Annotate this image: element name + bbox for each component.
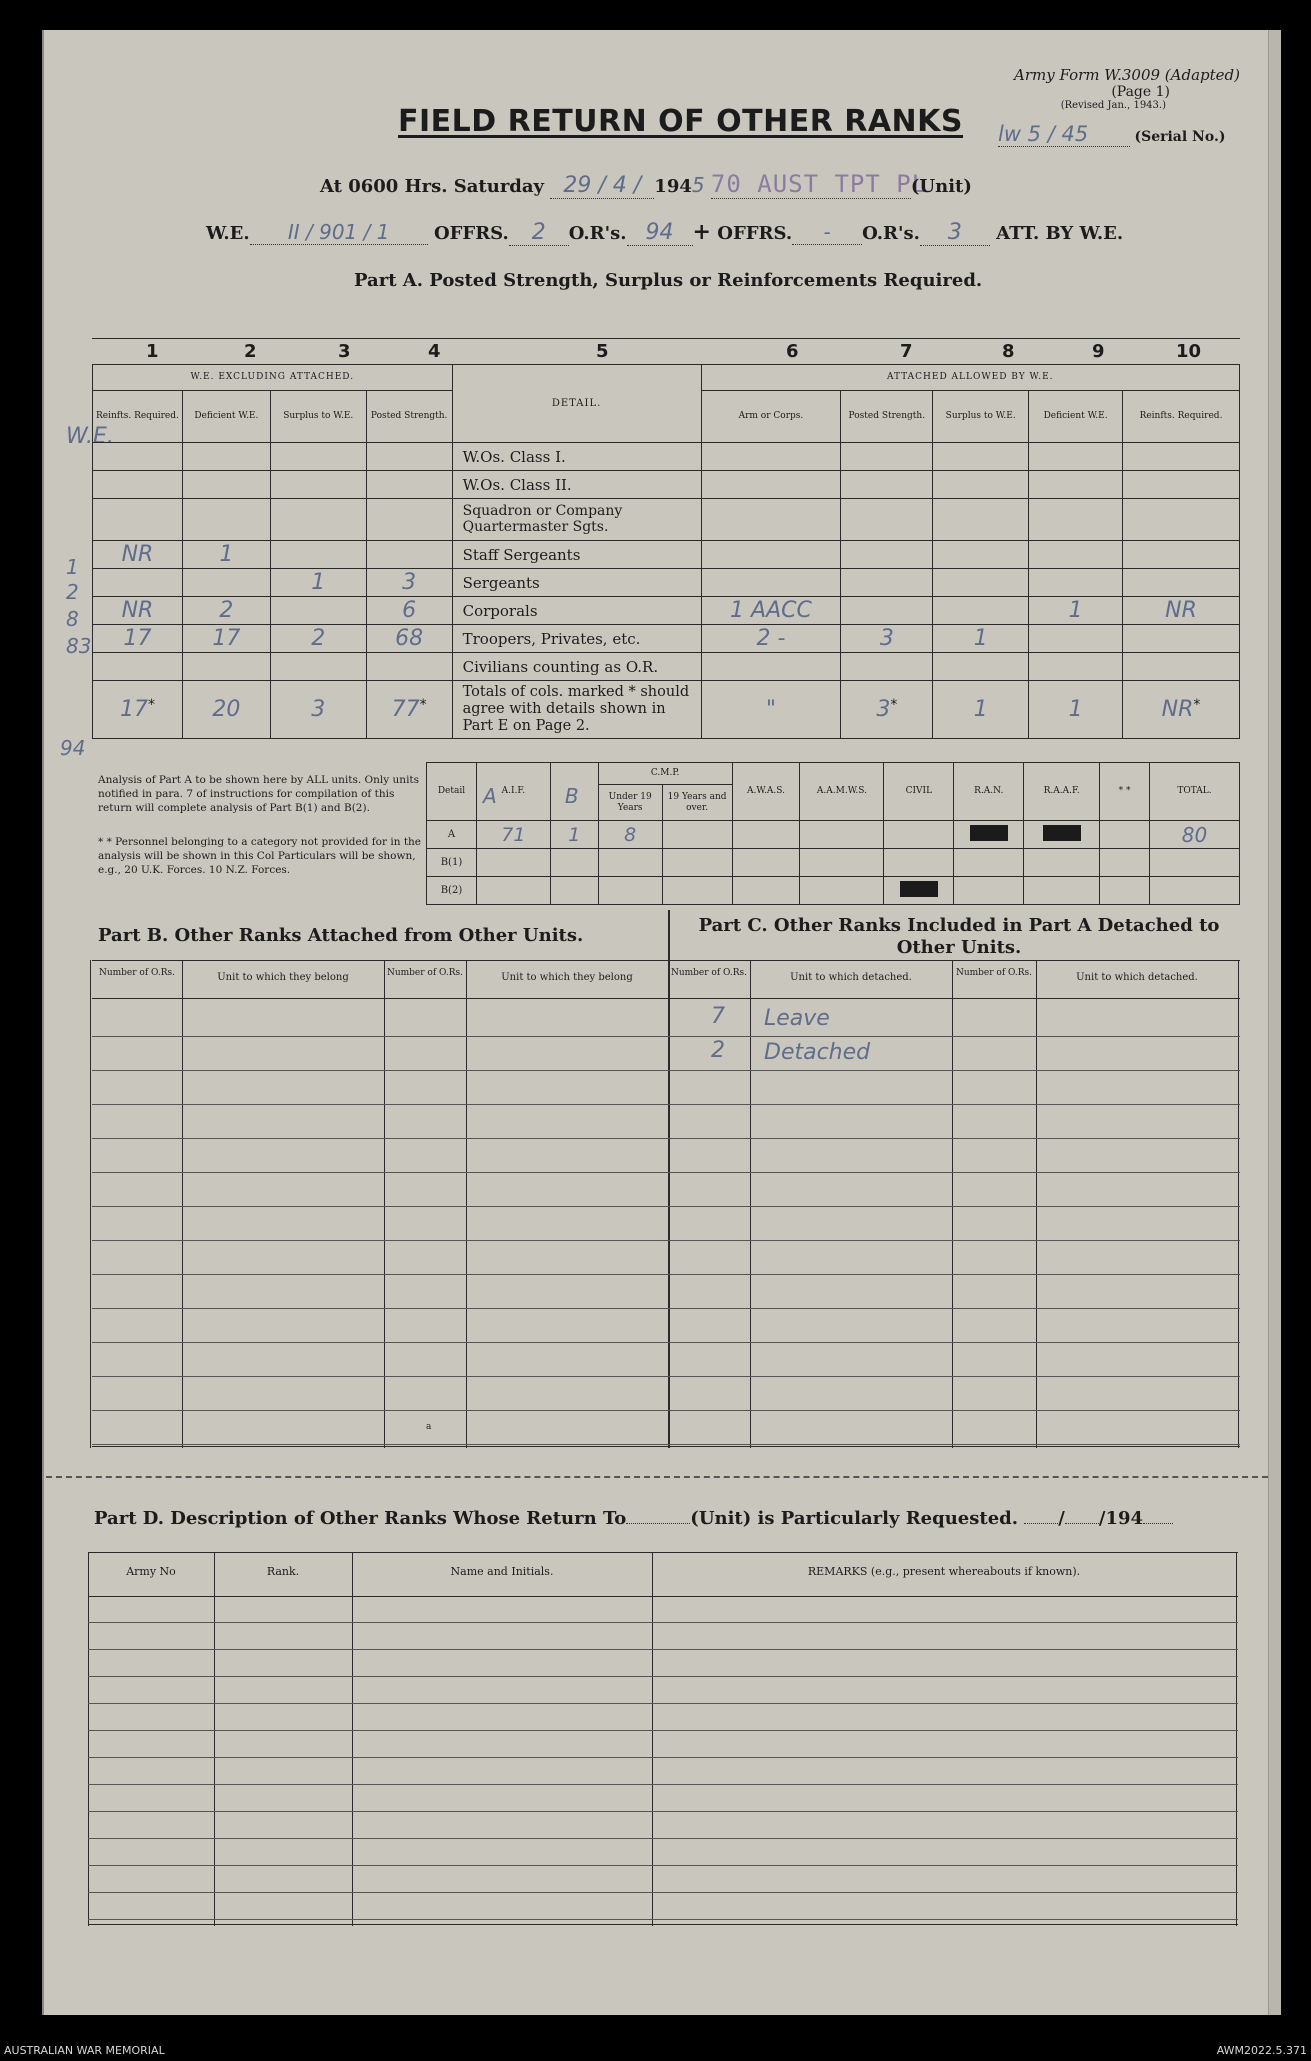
total-c7 [841,681,933,739]
cell-c10 [1123,653,1240,681]
part-b-header: Number of O.Rs. [98,968,176,978]
ors-label: O.R's. [568,223,627,244]
margin-number: 1 [66,555,79,579]
total-value: 3 [311,697,326,722]
small-mark: a [426,1422,432,1432]
total-c2 [182,681,270,739]
table-bottom-rule [92,1446,1240,1447]
cell-c7 [841,569,933,597]
part-c-header: Number of O.Rs. [670,968,748,978]
header-rule [88,1596,1238,1597]
part-a-title: Part A. Posted Strength, Surplus or Reinforcements Required. [354,270,983,291]
awas-a [732,821,800,849]
cell-c6 [701,499,841,541]
unit-label: (Unit) [910,176,972,197]
ruled-line [88,1757,1238,1758]
offrs-value: 2 [509,220,569,246]
ruled-line [92,1308,1240,1309]
part-a-row [93,653,1240,681]
cell-c4 [366,499,452,541]
cell-c4: 6 [366,597,452,625]
col-number: 3 [338,341,351,362]
serial-block [998,122,1238,147]
col-header: Surplus to W.E. [270,391,366,443]
totals-detail: Totals of cols. marked * should agree with details shown in Part E on Page 2. [452,681,701,739]
vline [652,1552,653,1926]
total-value: " [765,697,776,722]
vline [466,960,467,1448]
star-mark: * [419,697,427,713]
cell-c8 [933,569,1029,597]
cell-c7 [841,443,933,471]
part-b-header: Unit to which they belong [501,972,633,983]
ruled-line [88,1811,1238,1812]
total-c9 [1029,681,1123,739]
ruled-line [88,1703,1238,1704]
footer-left: AUSTRALIAN WAR MEMORIAL [4,2044,165,2057]
part-a-table [92,364,1240,739]
total-c3 [270,681,366,739]
row-detail: Corporals [452,597,701,625]
col-header: Posted Strength. [366,391,452,443]
page-edge [1268,30,1281,2015]
cell-c2 [182,499,270,541]
cell-c1 [93,471,183,499]
cell-c3 [270,443,366,471]
perforation-line [46,1476,1268,1478]
civil-a [884,821,954,849]
ruled-line [88,1649,1238,1650]
ruled-line [92,1444,1240,1445]
cell-c7 [841,499,933,541]
ruled-line [88,1784,1238,1785]
cell-c9 [1029,443,1123,471]
cell-c6 [701,541,841,569]
cell-c1: 17 [93,625,183,653]
cell-c2: 1 [182,541,270,569]
ruled-line [92,1206,1240,1207]
ors2-value: 3 [920,220,990,246]
cmp-under-a: 8 [598,821,662,849]
star-mark: * [1193,697,1201,713]
cell-c3: 2 [270,625,366,653]
date-line [320,170,972,199]
margin-number: 83 [66,634,92,658]
part-c-number: 7 [711,1004,725,1029]
cell-c10 [1123,625,1240,653]
col-header: Arm or Corps. [701,391,841,443]
part-c-unit: Leave [764,1006,830,1031]
row-detail: Staff Sergeants [452,541,701,569]
part-d-title-mid: (Unit) is Particularly Requested. [690,1508,1019,1529]
star-mark: * [147,697,155,713]
date-value: 29 / 4 / [550,173,654,199]
col-header: Posted Strength. [841,391,933,443]
ruled-line [92,1376,1240,1377]
vline [1036,960,1037,1448]
year-prefix: 194 [654,176,692,197]
cell-c3 [270,471,366,499]
table-top-rule [92,960,1240,961]
cell-c6 [701,443,841,471]
part-bc-table [92,960,1240,1448]
cell-c8 [933,443,1029,471]
hand-b: B [564,784,579,808]
vline [1238,960,1239,1448]
total-c8 [933,681,1029,739]
redaction-block [1043,825,1081,841]
attached-group-header: ATTACHED ALLOWED BY W.E. [701,365,1239,391]
total-value: 1 [973,697,988,722]
vline [952,960,953,1448]
part-a-row [93,597,1240,625]
plus-sign: + [692,219,711,245]
cell-c3 [270,653,366,681]
aamws-header: A.A.M.W.S. [800,763,884,821]
table-top-rule [88,1552,1238,1553]
vline [352,1552,353,1926]
aif-a: 71 [476,821,550,849]
cell-c6 [701,569,841,597]
table-bottom-rule [88,1924,1238,1925]
ruled-line [92,1138,1240,1139]
ruled-line [92,1342,1240,1343]
cell-c4 [366,653,452,681]
ruled-line [88,1622,1238,1623]
cell-c9 [1029,499,1123,541]
ran-header: R.A.N. [954,763,1024,821]
cell-c2 [182,471,270,499]
civil-b2 [884,877,954,905]
cell-c8 [933,653,1029,681]
aif-header [476,763,550,821]
cell-c2: 2 [182,597,270,625]
offrs2-label: OFFRS. [717,223,793,244]
total-value: 1 [1068,697,1083,722]
cell-c9 [1029,471,1123,499]
cell-c1 [93,653,183,681]
ran-a [954,821,1024,849]
part-c-number: 2 [711,1038,725,1063]
col-header: Reinfts. Required. [1123,391,1240,443]
total-header: TOTAL. [1150,763,1240,821]
col-number: 6 [786,341,799,362]
cell-c2 [182,443,270,471]
cell-c3: 1 [270,569,366,597]
cell-c7 [841,471,933,499]
total-c4 [366,681,452,739]
col-header: Deficient W.E. [182,391,270,443]
ruled-line [88,1676,1238,1677]
cell-c3 [270,499,366,541]
cell-c3 [270,597,366,625]
cell-c4 [366,471,452,499]
cell-c9 [1029,653,1123,681]
ruled-line [88,1730,1238,1731]
cell-c1 [93,443,183,471]
part-a-row [93,541,1240,569]
month-blank [1065,1523,1099,1524]
cell-c9: 1 [1029,597,1123,625]
blank-a: 1 [550,821,598,849]
total-c10 [1123,681,1240,739]
att-label: ATT. BY W.E. [996,223,1124,244]
cell-c2 [182,569,270,597]
margin-number: 8 [66,607,79,631]
aif-label: A.I.F. [501,786,526,797]
offrs2-value: - [792,220,862,245]
raaf-header: R.A.A.F. [1024,763,1100,821]
col-number: 8 [1002,341,1015,362]
we-group-header: W.E. EXCLUDING ATTACHED. [93,365,453,391]
total-value: 77 [391,697,420,722]
cell-c1: NR [93,541,183,569]
vline [750,960,751,1448]
analysis-table [426,762,1240,905]
total-value: 3 [876,697,891,722]
col-number: 10 [1176,341,1202,362]
part-c-title: Part C. Other Ranks Included in Part A Detached to Other Units. [698,915,1220,958]
row-detail: Civilians counting as O.R. [452,653,701,681]
total-c6 [701,681,841,739]
total-c1 [93,681,183,739]
part-a-row [93,471,1240,499]
part-d-slash: / [1058,1508,1065,1529]
cell-c7: 3 [841,625,933,653]
col-number: 9 [1092,341,1105,362]
cell-c6: 2 - [701,625,841,653]
ors-value: 94 [627,220,693,246]
part-divider [668,910,670,1448]
cell-c4: 3 [366,569,452,597]
other-header: * * [1100,763,1150,821]
part-d-title [94,1508,1173,1529]
vline [90,960,91,1448]
part-d-header: REMARKS (e.g., present whereabouts if known). [807,1565,1081,1578]
ruled-line [92,1240,1240,1241]
cell-c4: 68 [366,625,452,653]
cell-c2 [182,653,270,681]
cell-c6 [701,653,841,681]
ruled-line [92,1070,1240,1071]
year-suffix: 5 [691,173,705,197]
hand-a: A [482,784,497,808]
cell-c10: NR [1123,597,1240,625]
cell-c8 [933,471,1029,499]
part-c-header: Unit to which detached. [1076,972,1198,983]
part-c-header: Number of O.Rs. [955,968,1033,978]
cell-c10 [1123,471,1240,499]
part-d-title-start: Part D. Description of Other Ranks Whose Return To [94,1508,627,1529]
serial-label: (Serial No.) [1134,129,1226,145]
we-line [206,219,1123,246]
total-value: 17 [119,697,148,722]
awas-header: A.W.A.S. [732,763,800,821]
redaction-block [970,825,1008,841]
cmp-over-a [662,821,732,849]
part-b-title: Part B. Other Ranks Attached from Other Units. [98,925,584,946]
vline [182,960,183,1448]
we-value: II / 901 / 1 [250,220,428,245]
vline [384,960,385,1448]
cell-c10 [1123,443,1240,471]
row-detail: W.Os. Class I. [452,443,701,471]
row-label: B(1) [427,849,477,877]
day-blank [1024,1523,1058,1524]
total-value: 20 [212,697,241,722]
part-a-row [93,569,1240,597]
page-title: FIELD RETURN OF OTHER RANKS [398,104,964,139]
ruled-line [88,1865,1238,1866]
part-a-totals-row [93,681,1240,739]
serial-value: lw 5 / 45 [998,122,1130,147]
cell-c7 [841,597,933,625]
ruled-line [88,1892,1238,1893]
ruled-line [92,1104,1240,1105]
header-rule [92,998,1240,999]
analysis-note-1: Analysis of Part A to be shown here by ALL units. Only units notified in para. 7 of instructions for compilation of this return will complete analysis of Part B(1) and B(2). [98,774,420,814]
ruled-line [88,1838,1238,1839]
cell-c4 [366,443,452,471]
page-number: (Page 1) [1111,84,1170,100]
row-detail: Troopers, Privates, etc. [452,625,701,653]
part-b-header: Unit to which they belong [217,972,349,983]
form-id-block [960,66,1240,111]
row-label: A [427,821,477,849]
cell-c10 [1123,569,1240,597]
col-number: 5 [596,341,609,362]
civil-header: CIVIL [884,763,954,821]
form-id: Army Form W.3009 (Adapted) [1014,66,1240,84]
col-number: 1 [146,341,159,362]
part-a-row [93,443,1240,471]
margin-number: 2 [66,580,79,604]
total-value: NR [1161,697,1194,722]
part-d-header: Name and Initials. [450,1565,554,1578]
cell-c6 [701,471,841,499]
cell-c9 [1029,541,1123,569]
cmp-header: C.M.P. [598,763,732,785]
cell-c8 [933,499,1029,541]
part-c-unit: Detached [764,1040,871,1065]
year-blank [1143,1523,1173,1524]
vline [88,1552,89,1926]
blank-col-header [550,763,598,821]
analysis-note-2: * * Personnel belonging to a category not provided for in the analysis will be shown in this Col Particulars will be shown, e.g., 20 U.K. Forces. 10 N.Z. Forces. [98,836,422,876]
ruled-line [88,1919,1238,1920]
col-header: Deficient W.E. [1029,391,1123,443]
part-a-row [93,625,1240,653]
cell-c1: NR [93,597,183,625]
vline [214,1552,215,1926]
ors2-label: O.R's. [862,223,920,244]
margin-total: 94 [60,736,86,760]
cmp-under-header: Under 19 Years [598,785,662,821]
cell-c8 [933,597,1029,625]
offrs-label: OFFRS. [433,223,509,244]
cell-c8 [933,541,1029,569]
cell-c7 [841,653,933,681]
vline [1236,1552,1237,1926]
cell-c8: 1 [933,625,1029,653]
part-d-header: Army No [126,1565,176,1578]
row-detail: Sergeants [452,569,701,597]
row-label: B(2) [427,877,477,905]
part-d-header: Rank. [266,1565,300,1578]
ruled-line [92,1410,1240,1411]
at-label: At 0600 Hrs. Saturday [320,176,545,197]
col-number: 7 [900,341,913,362]
part-d-year: /194 [1098,1508,1144,1529]
cell-c9 [1029,569,1123,597]
we-label: W.E. [206,223,250,244]
part-a-row [93,499,1240,541]
cell-c10 [1123,499,1240,541]
ruled-line [92,1274,1240,1275]
cell-c1 [93,499,183,541]
we-margin-note: W.E. [66,424,114,449]
cell-c1 [93,569,183,597]
col-number: 2 [244,341,257,362]
cell-c3 [270,541,366,569]
part-d-table [88,1552,1238,1926]
total-a: 80 [1150,821,1240,849]
part-b-header: Number of O.Rs. [386,968,464,978]
detail-col-header: Detail [427,763,477,821]
column-numbers [92,338,1240,365]
aamws-a [800,821,884,849]
cell-c2: 17 [182,625,270,653]
footer-right: AWM2022.5.371 [1216,2044,1307,2057]
unit-stamp: 70 AUST TPT PL [710,170,928,198]
cell-c4 [366,541,452,569]
cell-c9 [1029,625,1123,653]
star-mark: * [890,697,898,713]
row-detail: W.Os. Class II. [452,471,701,499]
ruled-line [92,1172,1240,1173]
row-detail: Squadron or Company Quartermaster Sgts. [452,499,701,541]
unit-blank [626,1523,690,1524]
revised-date: (Revised Jan., 1943.) [1060,100,1166,111]
col-header: Surplus to W.E. [933,391,1029,443]
part-c-header: Unit to which detached. [790,972,912,983]
raaf-a [1024,821,1100,849]
cell-c7 [841,541,933,569]
cell-c10 [1123,541,1240,569]
ruled-line [92,1036,1240,1037]
col-number: 4 [428,341,441,362]
detail-header: DETAIL. [452,365,701,443]
other-a [1100,821,1150,849]
redaction-block [900,881,938,897]
col-header: Reinfts. Required. [93,391,183,443]
cmp-over-header: 19 Years and over. [662,785,732,821]
cell-c6: 1 AACC [701,597,841,625]
